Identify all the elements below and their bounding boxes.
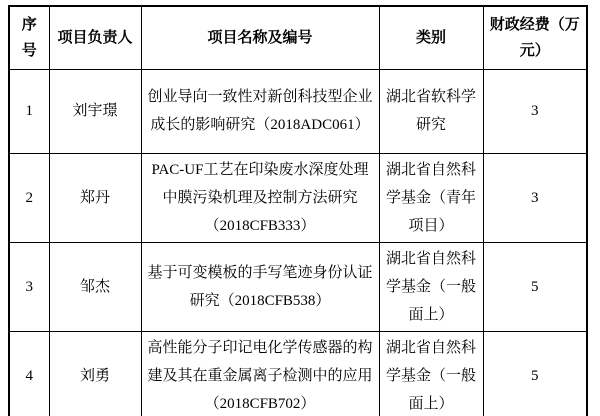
table-row xyxy=(9,242,587,331)
column-header-index: 序号 xyxy=(9,6,49,69)
cell-leader: 邹杰 xyxy=(49,242,141,331)
header-row xyxy=(9,6,587,69)
cell-index: 3 xyxy=(9,242,49,331)
column-header-leader: 项目负责人 xyxy=(49,6,141,69)
cell-category: 湖北省软科学研究 xyxy=(379,69,483,153)
table-row xyxy=(9,69,587,153)
table-row xyxy=(9,153,587,242)
cell-project: PAC-UF工艺在印染废水深度处理中膜污染机理及控制方法研究（2018CFB333） xyxy=(141,153,379,242)
cell-index: 4 xyxy=(9,331,49,416)
column-header-project: 项目名称及编号 xyxy=(141,6,379,69)
cell-project: 高性能分子印记电化学传感器的构建及其在重金属离子检测中的应用（2018CFB702） xyxy=(141,331,379,416)
cell-category: 湖北省自然科学基金（一般面上） xyxy=(379,331,483,416)
cell-category: 湖北省自然科学基金（青年项目） xyxy=(379,153,483,242)
document-page xyxy=(0,5,600,416)
cell-funding: 3 xyxy=(483,153,587,242)
cell-funding: 5 xyxy=(483,331,587,416)
column-header-funding: 财政经费（万元） xyxy=(483,6,587,69)
cell-index: 2 xyxy=(9,153,49,242)
cell-leader: 刘勇 xyxy=(49,331,141,416)
cell-project: 创业导向一致性对新创科技型企业成长的影响研究（2018ADC061） xyxy=(141,69,379,153)
table-row xyxy=(9,331,587,416)
cell-leader: 郑丹 xyxy=(49,153,141,242)
cell-project: 基于可变模板的手写笔迹身份认证研究（2018CFB538） xyxy=(141,242,379,331)
column-header-category: 类别 xyxy=(379,6,483,69)
cell-funding: 5 xyxy=(483,242,587,331)
cell-funding: 3 xyxy=(483,69,587,153)
cell-leader: 刘宇璟 xyxy=(49,69,141,153)
cell-index: 1 xyxy=(9,69,49,153)
cell-category: 湖北省自然科学基金（一般面上） xyxy=(379,242,483,331)
funding-table xyxy=(8,5,588,416)
